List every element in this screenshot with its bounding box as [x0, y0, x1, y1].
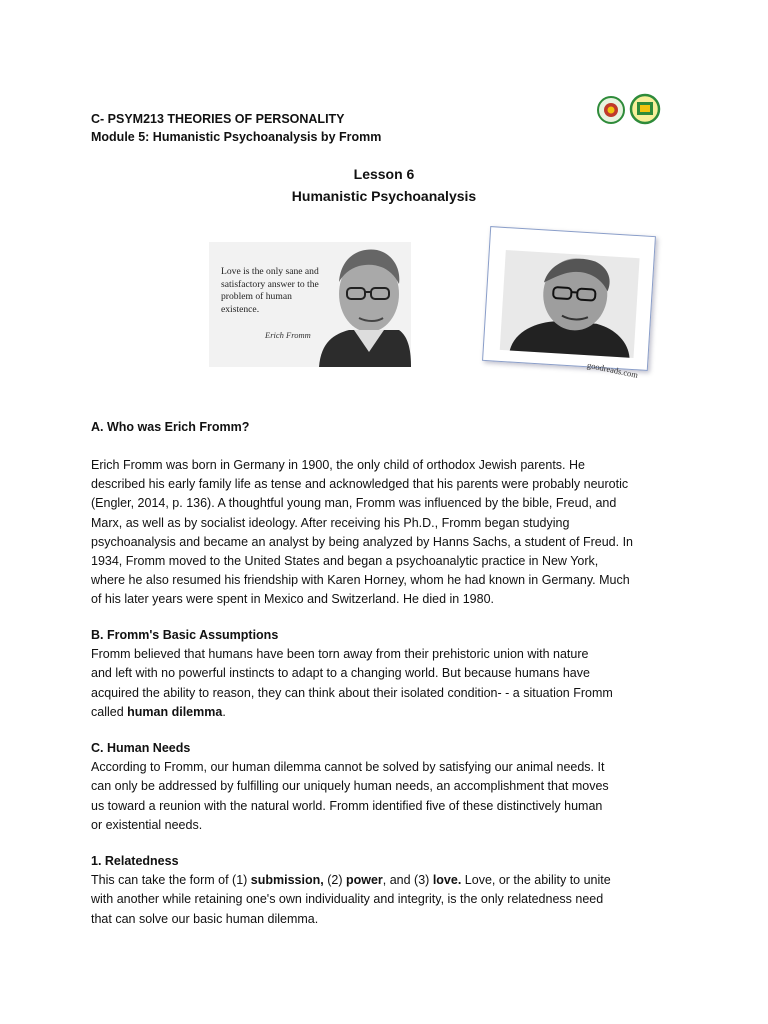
paragraph-line: or existential needs. [91, 817, 203, 832]
term-submission: submission, [250, 873, 324, 888]
section-c [91, 739, 671, 835]
paragraph-line: of his later years were spent in Mexico and Switzerland. He died in 1980. [91, 592, 494, 607]
section-a-title: A. Who was Erich Fromm? [91, 420, 250, 434]
term-power: power [345, 873, 383, 888]
paragraph-line: Marx, as well as by socialist ideology. After receiving his Ph.D., Fromm began studying [91, 515, 570, 530]
fromm-quote-image [209, 242, 411, 367]
paragraph-line: This can take the form of (1) submission, (2) power, and (3) love. Love, or the ability to unite [91, 873, 611, 888]
section-a-body [91, 456, 671, 610]
lesson-number: Lesson 6 [353, 166, 415, 182]
paragraph-line: described his early family life as tense and acknowledged that his parents were probably neurotic [91, 477, 629, 492]
module-title: Module 5: Humanistic Psychoanalysis by Fromm [91, 130, 382, 144]
term-love: love. [432, 873, 462, 888]
lesson-title: Humanistic Psychoanalysis [291, 188, 477, 204]
quote-text: Love is the only sane and satisfactory answer to the problem of human existence. [221, 266, 319, 315]
section-b [91, 626, 671, 722]
paragraph-line: acquired the ability to reason, they can think about their isolated condition- - a situation Fromm [91, 685, 613, 700]
document-header [91, 110, 381, 146]
course-title: C- PSYM213 THEORIES OF PERSONALITY [91, 112, 345, 126]
seal-logo-left [598, 97, 624, 123]
paragraph-line: 1934, Fromm moved to the United States and began a psychoanalytic practice in New York, [91, 554, 599, 569]
section-b-title: B. Fromm's Basic Assumptions [91, 628, 279, 642]
section-relatedness [91, 852, 671, 929]
paragraph-line: can only be addressed by fulfilling our uniquely human needs, an accomplishment that moves [91, 779, 609, 794]
section-a [91, 418, 671, 437]
paragraph-line: Erich Fromm was born in Germany in 1900, the only child of orthodox Jewish parents. He [91, 458, 585, 472]
paragraph-line: us toward a reunion with the natural world. Fromm identified five of these distinctively human [91, 798, 603, 813]
paragraph-line: Fromm believed that humans have been torn away from their prehistoric union with nature [91, 647, 589, 662]
paragraph-line: where he also resumed his friendship with Karen Horney, whom he had known in Germany. Much [91, 573, 630, 588]
section-c-title: C. Human Needs [91, 741, 191, 755]
portrait-illustration-2 [500, 250, 640, 358]
institution-logos [597, 93, 663, 127]
term-human-dilemma: human dilemma [127, 704, 223, 719]
paragraph-line: called human dilemma. [91, 704, 226, 719]
paragraph-line: that can solve our basic human dilemma. [91, 911, 319, 926]
seal-logo-right [631, 95, 659, 123]
paragraph-line: (Engler, 2014, p. 136). A thoughtful young man, Fromm was influenced by the bible, Freud, and [91, 496, 617, 511]
photo-credit: goodreads.com [586, 359, 639, 380]
portrait-illustration [209, 242, 411, 367]
paragraph-line: and left with no powerful instincts to adapt to a changing world. But because humans have [91, 666, 590, 681]
paragraph-line: According to Fromm, our human dilemma cannot be solved by satisfying our animal needs. It [91, 760, 605, 775]
section-relatedness-title: 1. Relatedness [91, 854, 179, 868]
fromm-portrait-photo [482, 226, 656, 380]
quote-author: Erich Fromm [265, 330, 311, 340]
paragraph-line: psychoanalysis and became an analyst by being analyzed by Hanns Sachs, a student of Freud. In [91, 534, 633, 549]
paragraph-line: with another while retaining one's own individuality and integrity, is the only relatedness need [91, 892, 604, 907]
